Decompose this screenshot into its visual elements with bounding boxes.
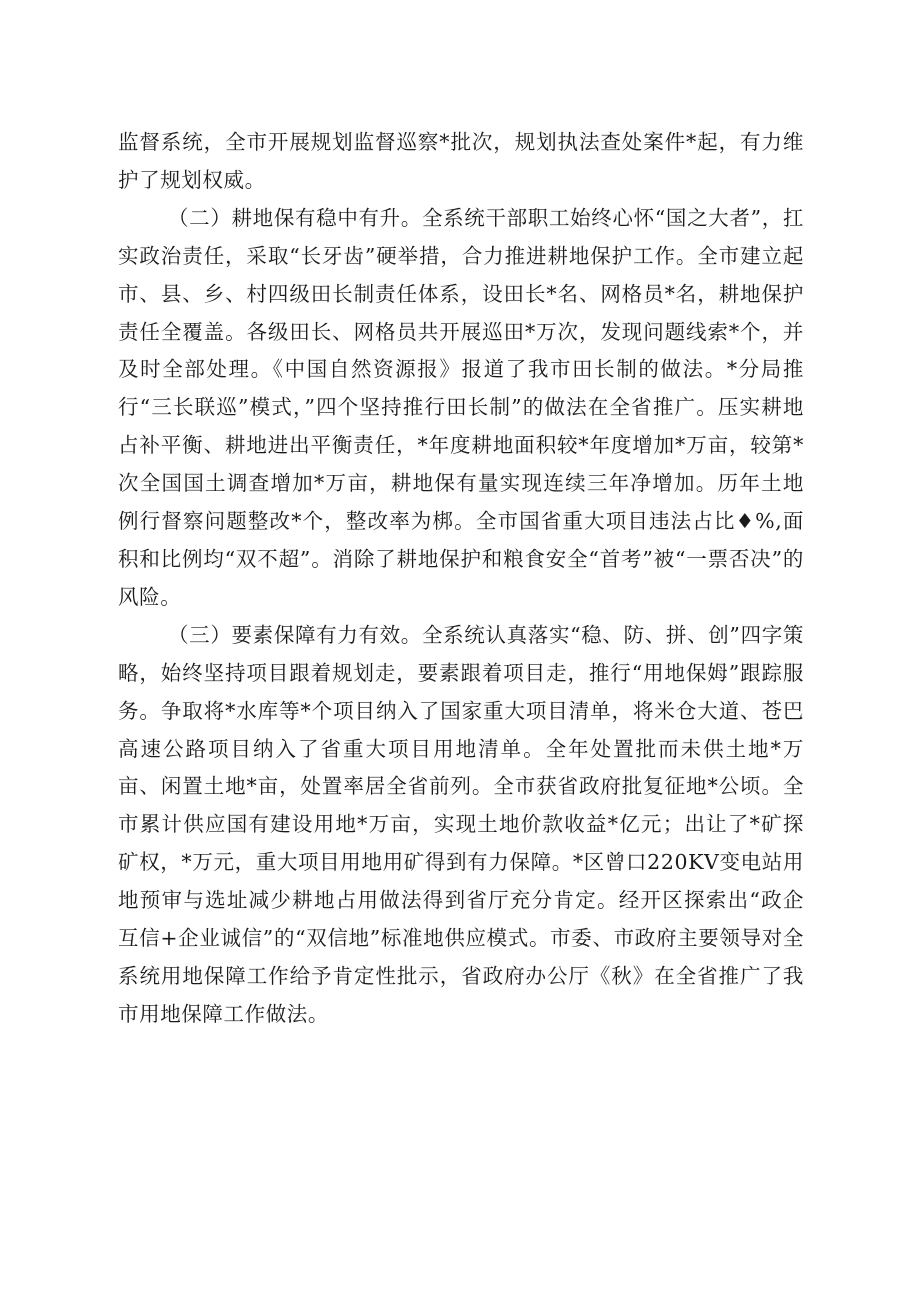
document-body bbox=[118, 124, 804, 1034]
paragraph-factor-guarantee: （三）要素保障有力有效。全系统认真落实“稳、防、拼、创”四字策略，始终坚持项目跟着规划走，要素跟着项目走，推行“用地保姆”跟踪服务。争取将*水库等*个项目纳入了国家重大项目清单，将米仓大道、苍巴高速公路项目纳入了省重大项目用地清单。全年处置批而未供土地*万亩、闲置土地*亩，处置率居全省前列。全市获省政府批复征地*公顷。全市累计供应国有建设用地*万亩，实现土地价款收益*亿元；出让了*矿探矿权，*万元，重大项目用地用矿得到有力保障。*区曾口220KV变电站用地预审与选址减少耕地占用做法得到省厅充分肯定。经开区探索出“政企互信+企业诚信”的“双信地”标准地供应模式。市委、市政府主要领导对全系统用地保障工作给予肯定性批示，省政府办公厅《秋》在全省推广了我市用地保障工作做法。 bbox=[118, 622, 804, 1026]
paragraph-farmland-protection: （二）耕地保有稳中有升。全系统干部职工始终心怀“国之大者”，扛实政治责任，采取“长牙齿”硬举措，合力推进耕地保护工作。全市建立起市、县、乡、村四级田长制责任体系，设田长*名、网格员*名，耕地保护责任全覆盖。各级田长、网格员共开展巡田*万次，发现问题线索*个，并及时全部处理。《中国自然资源报》报道了我市田长制的做法。*分局推行“三长联巡”模式，”四个坚持推行田长制”的做法在全省推广。压实耕地占补平衡、耕地进出平衡责任，*年度耕地面积较*年度增加*万亩，较第*次全国国土调查增加*万亩，耕地保有量实现连续三年净增加。历年土地例行督察问题整改*个，整改率为梆。全市国省重大项目违法占比♦%,面积和比例均“双不超”。消除了耕地保护和粮食安全“首考”被“一票否决”的风险。 bbox=[118, 205, 804, 609]
paragraph-continuation: 监督系统，全市开展规划监督巡察*批次，规划执法查处案件*起，有力维护了规划权威。 bbox=[118, 130, 804, 192]
